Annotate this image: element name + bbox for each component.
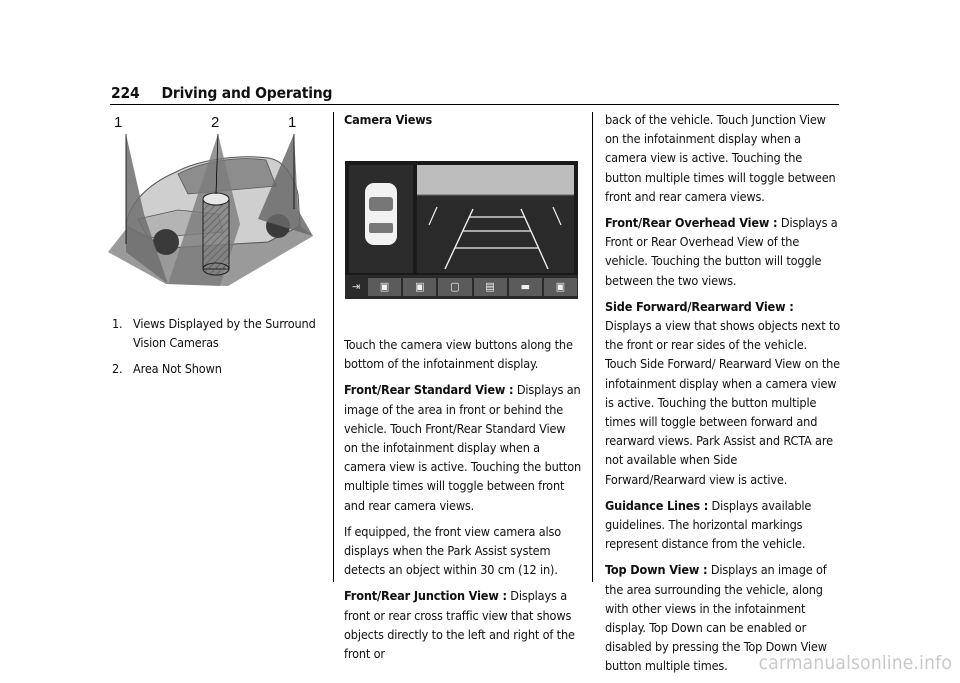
page-number: 224 <box>111 84 140 102</box>
callout-1-left: 1 <box>114 114 123 131</box>
chevron-collapse-icon[interactable]: ⇥ <box>351 280 361 293</box>
side-view-icon[interactable]: ▤ <box>474 278 507 296</box>
section-title: Driving and Operating <box>161 84 333 102</box>
legend-item: 1. Views Displayed by the Surround Vision Cameras <box>112 316 316 351</box>
page-header <box>111 84 332 102</box>
front-standard-view-icon[interactable]: ▣ <box>368 278 401 296</box>
paragraph-front-camera-note: If equipped, the front view camera also displays when the Park Assist system detects an object within 30 cm (12 in). <box>344 523 562 578</box>
section-side-forward-rearward: Side Forward/Rearward View : Displays a view that shows objects next to the front or rear sides of the vehicle. Touch Side Forward/ Rearward View on the infotainment display when a camera view is active. Touching the button multiple times will toggle between forward and rearward views. Park Assist and RCTA are not available when Side Forward/Rearward view is active. <box>605 298 841 487</box>
section-front-rear-standard: Front/Rear Standard View : Displays an image of the area in front or behind the vehicle. Touch Front/Rear Standard View on the infotainment display when a camera view is active. Touching the button multiple times will toggle between front and rear camera views. <box>344 382 582 513</box>
callout-2: 2 <box>211 114 220 131</box>
surround-vision-illustration <box>108 114 318 294</box>
section-front-rear-overhead: Front/Rear Overhead View : Displays a Front or Rear Overhead View of the vehicle. Touching the button will toggle between the two views. <box>605 215 838 288</box>
junction-text-continued: back of the vehicle. Touch Junction View on the infotainment display when a camera view is active. Touching the button multiple times will toggle between front and rear camera views. <box>605 112 836 204</box>
guidance-lines-icon[interactable]: ▬ <box>509 278 542 296</box>
figure-legend <box>112 314 322 386</box>
watermark: carmanualsonline.info <box>758 652 952 674</box>
column-3 <box>605 110 841 683</box>
camera-views-title: Camera Views <box>344 112 433 127</box>
intro-paragraph: Touch the camera view buttons along the bottom of the infotainment display. <box>344 337 573 372</box>
junction-text-part1: Displays a front or rear cross traffic view that shows objects directly to the left and right of the front or <box>344 588 575 662</box>
overhead-view-icon[interactable]: ▢ <box>438 278 471 296</box>
column-divider-2 <box>592 112 593 582</box>
infotainment-display <box>345 161 578 299</box>
top-down-view-icon[interactable]: ▣ <box>544 278 577 296</box>
column-2 <box>344 110 582 136</box>
callout-1-right: 1 <box>288 114 297 131</box>
front-junction-view-icon[interactable]: ▣ <box>403 278 436 296</box>
section-front-rear-junction: Front/Rear Junction View : Displays a front or rear cross traffic view that shows objects directly to the left and right of the front or <box>344 588 575 662</box>
legend-item: 2. Area Not Shown <box>112 361 222 377</box>
header-rule <box>110 104 839 105</box>
surround-vision-figure <box>108 114 318 294</box>
section-top-down-view: Top Down View : Displays an image of the area surrounding the vehicle, along with other views in the infotainment display. Top Down can be enabled or disabled by pressing the Top Down View button multiple times. <box>605 562 827 674</box>
camera-button-bar <box>345 276 578 298</box>
column-2-body <box>344 335 582 670</box>
column-divider-1 <box>333 112 334 582</box>
section-guidance-lines: Guidance Lines : Displays available guidelines. The horizontal markings represent distance from the vehicle. <box>605 497 812 552</box>
